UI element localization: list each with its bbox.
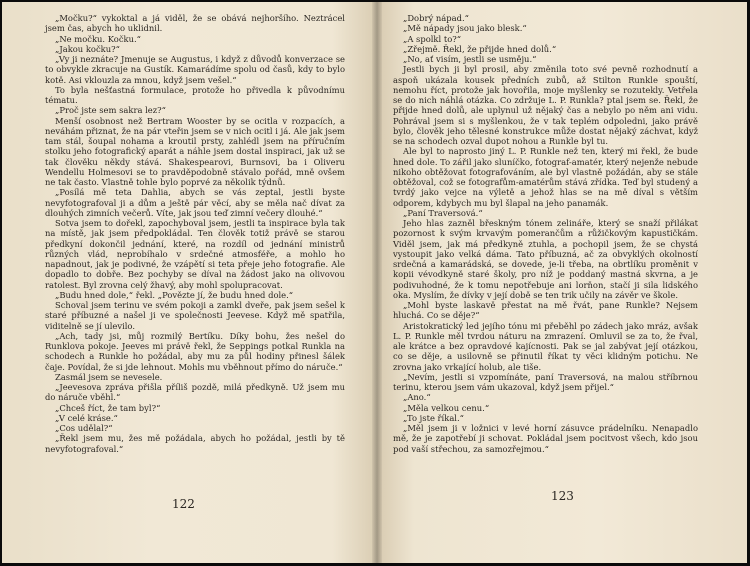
book-spread: [2, 2, 747, 563]
paragraph: „Měla velkou cenu.“: [403, 402, 490, 413]
paragraph: „No, ať visím, jestli se usměju.“: [403, 54, 537, 64]
paragraph: Schoval jsem terinu ve svém pokoji a zamkl dveře, pak jsem sešel k staré příbuzné a našel ji ve společnosti Jeevese. Když mě spatřila, viditelně se jí ulevilo.: [45, 300, 345, 331]
paragraph: „Posílá mě teta Dahlia, abych se vás zeptal, jestli byste nevyfotografoval ji a dům a ještě pár věcí, aby se měla nač dívat za dlouhých zimních večerů. Víte, jak jsou teď zimní večery dlouhé.“: [45, 187, 345, 218]
paragraph: „Nevím, jestli si vzpomínáte, paní Traversová, na malou stříbrnou terinu, kterou jsem vám ukazoval, když jsem přijel.“: [393, 371, 698, 392]
paragraph: „Ach, tady jsi, můj rozmilý Bertíku. Díky bohu, žes nešel do Runklova pokoje. Jeeves mi právě řekl, že Seppings potkal Runkla na schodech a Runkle ho požádal, aby mu za půl hodiny přinesl šálek čaje. Povídal, že si jde lehnout. Mohls mu vběhnout přímo do náruče.“: [45, 330, 345, 372]
paragraph: „Mě nápady jsou jako blesk.“: [403, 23, 527, 34]
paragraph: Ale byl to naprosto jiný L. P. Runkle než ten, který mi řekl, že bude hned dole. To zářil jako sluníčko, fotograf-amatér, který nejenže nebude nikoho obtěžovat fotografováním, ale byl vlastně požádán, aby se stále obtěžoval, což se fotografům-amatérům stává zřídka. Teď byl studený a tvrdý jako vejce na výletě a jehož hlas se na mě díval s větším odporem, kdybych mu byl šlapal na jeho panamák.: [393, 146, 698, 208]
paragraph: „Jakou kočku?“: [55, 43, 120, 54]
paragraph: „Ne močku. Kočku.“: [55, 33, 141, 44]
paragraph: „Ano.“: [403, 392, 431, 403]
paragraph: „V celé kráse.“: [55, 412, 118, 423]
paragraph: „To jste říkal.“: [403, 412, 464, 423]
paragraph: „A spolkl to?“: [403, 33, 462, 44]
page-number-right: 123: [551, 489, 574, 503]
paragraph: To byla nešťastná formulace, protože ho přivedla k původnímu tématu.: [45, 84, 345, 105]
paragraph: „Močku?“ vykoktal a já viděl, že se obává nejhoršího. Neztrácel jsem čas, abych ho uklidnil.: [45, 13, 345, 34]
paragraph: „Chceš říct, že tam byl?“: [55, 402, 161, 413]
paragraph: „Proč jste sem sakra lez?“: [55, 105, 166, 116]
paragraph: Aristokratický led jejího tónu mi přeběhl po zádech jako mráz, avšak L. P. Runkle měl tvrdou náturu na zmrazení. Omluvil se za to, že řval, ale krátce a bez opravdové kajícnosti. Pak se jal zabývat její otázkou, co se děje, a usilovně se přinutil říkat ty věci klidným potichu. Ne zrovna jako vrkající holub, ale tiše.: [393, 320, 698, 372]
paragraph: Sotva jsem to dořekl, zapochyboval jsem, jestli ta inspirace byla tak na místě, jak jsem předpokládal. Ten člověk totiž právě se starou předkyní dokončil jednání, které, na rozdíl od jednání ministrů různých vlád, neprobíhalo v srdečné atmosféře, a mohlo ho napadnout, jak je podivné, že vzápětí si teta přeje jeho fotografie. Ale dopadlo to dobře. Bez pochyby se díval na žádost jako na olivovou ratolest. Byl zrovna celý žhavý, aby mohl spolupracovat.: [45, 218, 345, 290]
page-number-left: 122: [172, 497, 195, 511]
paragraph: „Měl jsem ji v ložnici v levé horní zásuvce prádelníku. Nenapadlo mě, že je zapotřebí ji schovat. Pokládal jsem pocitvost všech, kdo jsou pod vaší střechou, za samozřejmou.“: [393, 423, 698, 454]
right-page-text: [393, 13, 698, 454]
right-page: [377, 2, 747, 563]
paragraph: „Řekl jsem mu, žes mě požádala, abych ho požádal, jestli by tě nevyfotografoval.“: [45, 433, 345, 454]
left-page-text: [45, 13, 345, 454]
paragraph: Jeho hlas zazněl břeskným tónem zelináře, který se snaží přilákat pozornost k svým krvavým pomerančům a růžičkovým kapustičkám. Viděl jsem, jak má předkyně ztuhla, a pochopil jsem, že se chystá vystoupit jako velká dáma. Tato příbuzná, ač za obvyklých okolností srdečná a kamarádská, se dovede, je-li třeba, na obrtlíku proměnit v kopii vévodkyně staré školy, pro níž je poddaný mastná skvrna, a je podivuhodné, že k tomu nepotřebuje ani lorňon, stačí ji sila lidského oka. Myslím, že dívky v její době se ten trik učily na závěr ve škole.: [393, 218, 698, 300]
paragraph: „Dobrý nápad.“: [403, 13, 469, 23]
paragraph: „Paní Traversová.“: [403, 207, 483, 218]
paragraph: „Mohl byste laskavě přestat na mě řvát, pane Runkle? Nejsem hluchá. Co se děje?“: [393, 300, 698, 321]
paragraph: „Vy ji neznáte? Jmenuje se Augustus, i když z důvodů konverzace se to obvykle zkracuje na Gustík. Kamarádíme spolu od časů, kdy to bylo kotě. Asi vklouzla za mnou, když jsem vešel.“: [45, 54, 345, 85]
paragraph: „Budu hned dole,“ řekl. „Povězte jí, že budu hned dole.“: [55, 289, 294, 300]
paragraph: Jestli bych ji byl prosil, aby změnila toto své pevně rozhodnutí a aspoň ukázala kousek předních zubů, až Stilton Runkle spouští, nemohu říct, protože jak hovořila, moje myšlenky se rozutekly. Vetřela se do nich náhlá otázka. Co zdržuje L. P. Runkla? ptal jsem se. Řekl, že přijde hned dolů, ale uplynul už nějaký čas a nebylo po něm ani vidu. Pohrával jsem si s myšlenkou, že v tak teplém odpoledni, jako právě bylo, člověk jeho tělesné konstrukce může dostat nějaký záchvat, když se na schodech ozval dupot nohou a Runkle byl tu.: [393, 64, 698, 146]
paragraph: „Zřejmě. Řekl, že přijde hned dolů.“: [403, 43, 557, 54]
left-page: [2, 2, 377, 563]
paragraph: „Jeevesova zpráva přišla příliš pozdě, milá předkyně. Už jsem mu do náruče vběhl.“: [45, 382, 345, 403]
paragraph: Zasmál jsem se nevesele.: [55, 371, 163, 382]
paragraph: „Cos udělal?“: [55, 423, 113, 433]
paragraph: Menší osobnost než Bertram Wooster by se ocitla v rozpacích, a neváhám přiznat, že na pár vteřin jsem se v nich ocitl i já. Ale jak jsem tam stál, šoupal nohama a kroutil prsty, zahlédl jsem na příručním stolku jeho fotografický aparát a náhle jsem dostal inspiraci, jak už se tak člověku někdy stává. Shakespearovi, Burnsovi, ba i Oliveru Wendellu Holmesovi se to pravděpodobně stávalo pořád, mně ovšem ne tak často. Vlastně tohle bylo poprvé za několik týdnů.: [45, 115, 345, 187]
book-gutter: [372, 2, 382, 563]
